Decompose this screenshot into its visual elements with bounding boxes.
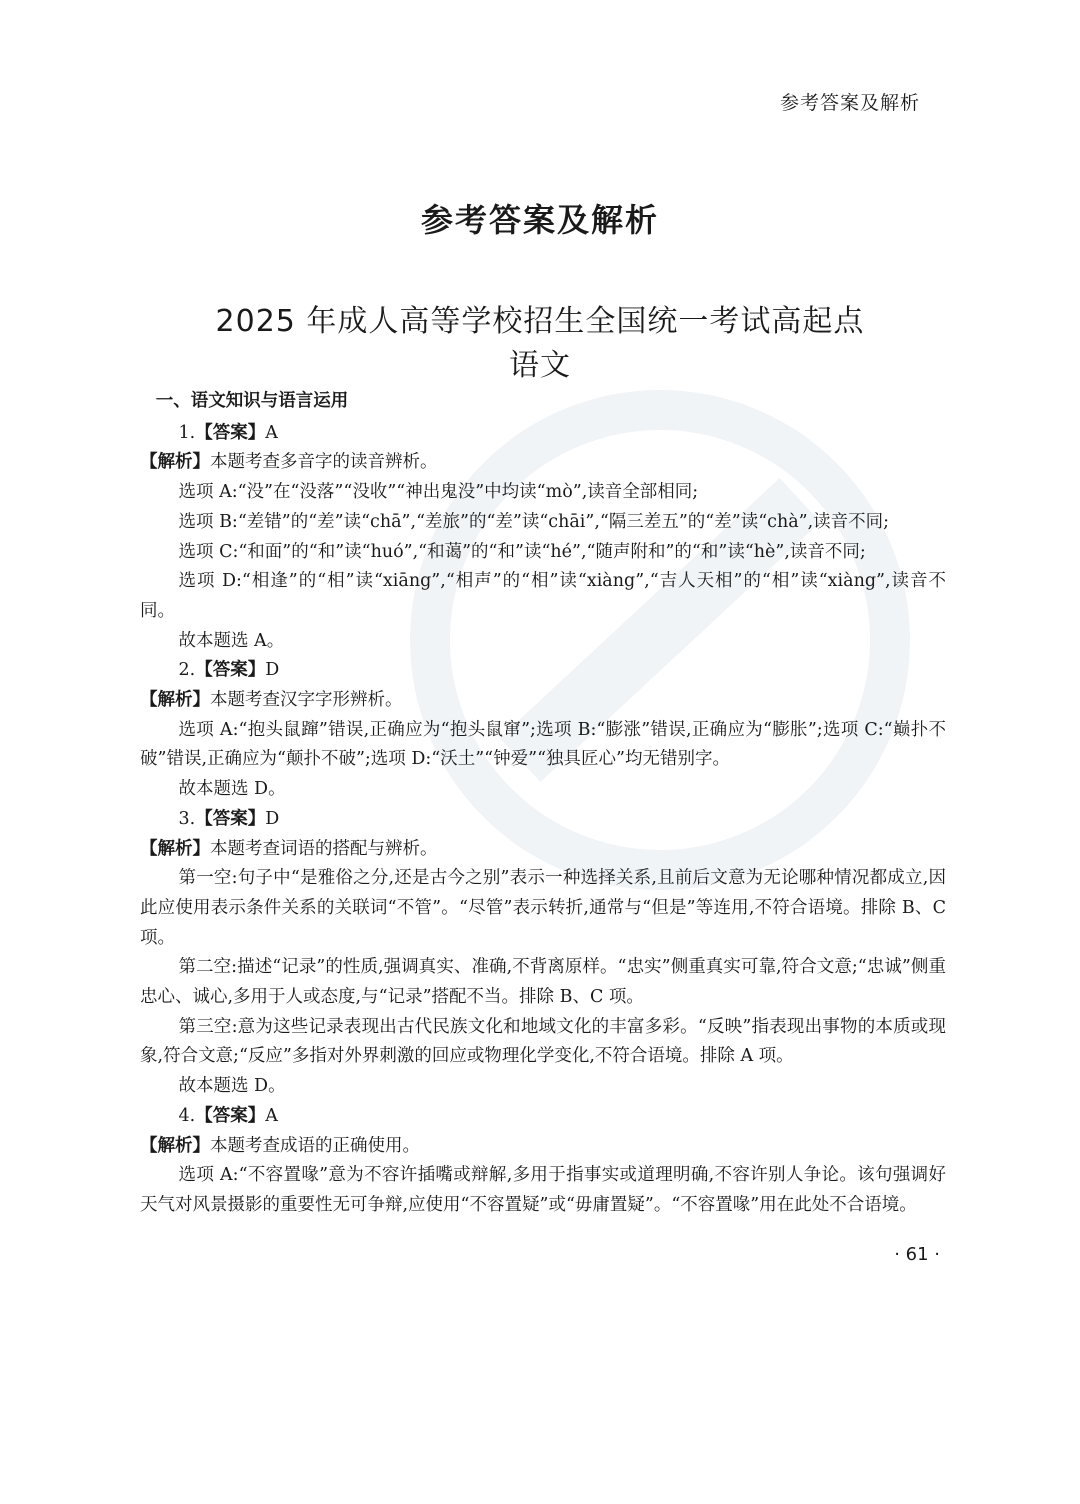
q1-option-c: 选项 C:“和面”的“和”读“huó”,“和蔼”的“和”读“hé”,“随声附和”的“和”读“hè”,读音不同; — [178, 541, 866, 562]
q2-analysis: 【解析】本题考查汉字字形辨析。 — [140, 690, 403, 711]
section-heading: 一、语文知识与语言运用 — [155, 391, 349, 411]
q3-analysis: 【解析】本题考查词语的搭配与辨析。 — [140, 838, 438, 859]
q1-conclusion: 故本题选 A。 — [178, 630, 285, 651]
exam-title-line1: 2025 年成人高等学校招生全国统一考试高起点 — [215, 304, 865, 339]
q4-analysis: 【解析】本题考查成语的正确使用。 — [140, 1135, 420, 1156]
running-header: 参考答案及解析 — [779, 92, 920, 114]
exam-subject: 语文 — [509, 348, 571, 383]
q4-answer: 4.【答案】A — [178, 1105, 278, 1126]
q3-answer: 3.【答案】D — [178, 808, 280, 829]
q3-conclusion: 故本题选 D。 — [178, 1076, 286, 1097]
q2-options: 选项 A:“抱头鼠蹿”错误,正确应为“抱头鼠窜”;选项 B:“膨涨”错误,正确应为“膨胀”;选项 C:“巅扑不破”错误,正确应为“颠扑不破”;选项 D:“沃土”“钟爱”“独具匠心”均无错别字。 — [140, 719, 946, 770]
q3-blank-3: 第三空:意为这些记录表现出古代民族文化和地域文化的丰富多彩。“反映”指表现出事物的本质或现象,符合文意;“反应”多指对外界刺激的回应或物理化学变化,不符合语境。排除 A 项。 — [140, 1016, 946, 1067]
q2-answer: 2.【答案】D — [178, 660, 280, 681]
q3-blank-1: 第一空:句子中“是雅俗之分,还是古今之别”表示一种选择关系,且前后文意为无论哪种情况都成立,因此应使用表示条件关系的关联词“不管”。“尽管”表示转折,通常与“但是”等连用,不符合语境。排除 B、C 项。 — [140, 868, 946, 948]
exam-title — [0, 300, 1080, 388]
q1-answer: 1.【答案】A — [178, 422, 278, 443]
answer-content — [140, 387, 946, 1221]
q1-option-a: 选项 A:“没”在“没落”“没收”“神出鬼没”中均读“mò”,读音全部相同; — [178, 482, 699, 503]
q1-option-d: 选项 D:“相逢”的“相”读“xiāng”,“相声”的“相”读“xiàng”,“吉人天相”的“相”读“xiàng”,读音不同。 — [140, 571, 946, 621]
q1-option-b: 选项 B:“差错”的“差”读“chā”,“差旅”的“差”读“chāi”,“隔三差五”的“差”读“chà”,读音不同; — [178, 511, 890, 532]
q1-analysis: 【解析】本题考查多音字的读音辨析。 — [140, 452, 438, 473]
q2-conclusion: 故本题选 D。 — [178, 779, 286, 800]
q3-blank-2: 第二空:描述“记录”的性质,强调真实、准确,不背离原样。“忠实”侧重真实可靠,符合文意;“忠诚”侧重忠心、诚心,多用于人或态度,与“记录”搭配不当。排除 B、C 项。 — [140, 957, 946, 1008]
q4-option-a: 选项 A:“不容置喙”意为不容许插嘴或辩解,多用于指事实或道理明确,不容许别人争论。该句强调好天气对风景摄影的重要性无可争辩,应使用“不容置疑”或“毋庸置疑”。“不容置喙”用在此处不合语境。 — [140, 1165, 946, 1215]
page-title: 参考答案及解析 — [420, 201, 659, 239]
page-number: · 61 · — [894, 1244, 940, 1265]
